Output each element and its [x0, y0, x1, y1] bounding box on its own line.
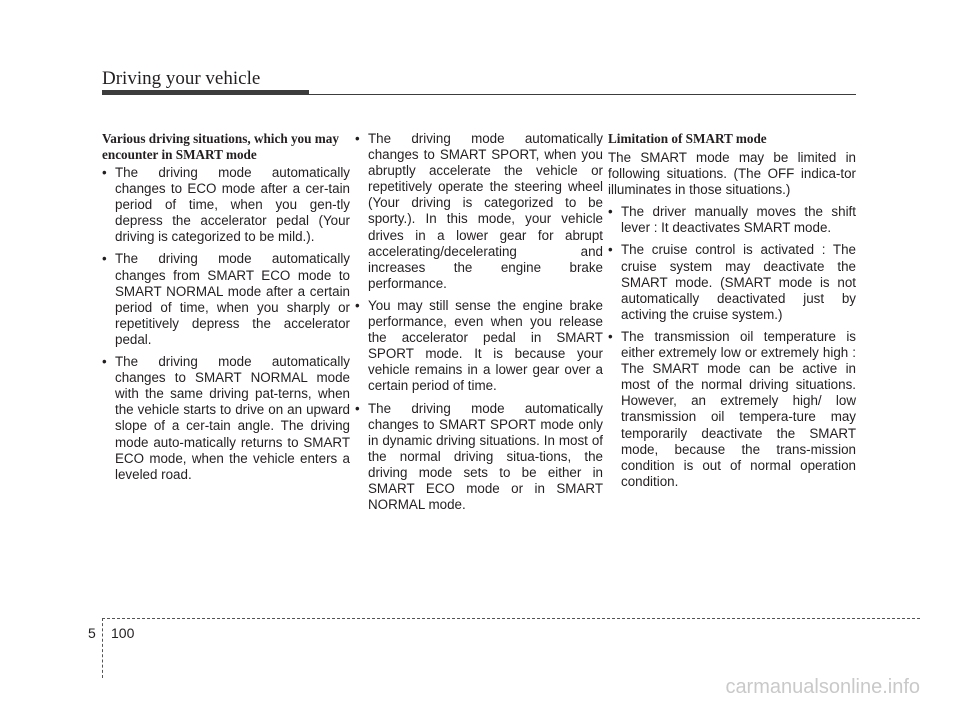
- list-item-text: The driving mode automatically changes to SMART SPORT, when you abruptly accelerate the vehicle or repetitively operate the steering wheel (Your driving is categorized to be sporty.). In this mode, your vehicle drives in a lower gear for abrupt accelerating/decelerating and increases the engine brake performance.: [368, 131, 603, 291]
- bullet-icon: •: [608, 242, 613, 258]
- column-1: [102, 131, 350, 489]
- bullet-icon: •: [102, 354, 107, 370]
- bullet-icon: •: [608, 328, 613, 344]
- list-item: [608, 242, 856, 322]
- bullet-icon: •: [355, 297, 360, 313]
- site-watermark: carmanualsonline.info: [725, 676, 920, 698]
- list-item-text: The driving mode automatically changes from SMART ECO mode to SMART NORMAL mode after a certain period of time, when you sharply or repetitively depress the accelerator pedal.: [115, 251, 350, 347]
- bullet-icon: •: [355, 131, 360, 146]
- list-item: [102, 251, 350, 348]
- list-item: [608, 329, 856, 490]
- bullet-list: [102, 165, 350, 483]
- intro-paragraph: The SMART mode may be limited in following situations. (The OFF indica-tor illuminates in those situations.): [608, 150, 856, 198]
- list-item: [608, 204, 856, 236]
- list-item: [102, 165, 350, 245]
- page-header-title: Driving your vehicle: [102, 68, 261, 89]
- page-number: 100: [111, 625, 135, 641]
- list-item-text: The cruise control is activated : The cruise system may deactivate the SMART mode. (SMART mode is not automatically deactivated just by activing the cruise system.): [621, 242, 856, 322]
- column-2: [355, 131, 603, 519]
- list-item: [355, 401, 603, 514]
- bullet-list: [355, 131, 603, 513]
- footer-divider: [102, 618, 920, 619]
- list-item-text: You may still sense the engine brake performance, even when you release the accelerator pedal in SMART SPORT mode. It is because your vehicle remains in a lower gear over a certain period of time.: [368, 297, 603, 394]
- list-item: [355, 131, 603, 292]
- list-item-text: The driving mode automatically changes to ECO mode after a cer-tain period of time, when you gen-tly depress the accelerator pedal (Your driving is categorized to be mild.).: [115, 165, 350, 245]
- bullet-icon: •: [102, 251, 107, 267]
- bullet-list: [608, 204, 856, 490]
- list-item-text: The driver manually moves the shift lever : It deactivates SMART mode.: [621, 204, 856, 236]
- list-item: [355, 298, 603, 395]
- footer-vertical-divider: [102, 618, 103, 678]
- bullet-icon: •: [102, 165, 107, 180]
- list-item-text: The driving mode automatically changes to SMART NORMAL mode with the same driving pat-terns, when the vehicle starts to drive on an upward slope of a cer-tain angle. The driving mode auto-matically returns to SMART ECO mode, when the vehicle enters a leveled road.: [115, 354, 350, 482]
- list-item-text: The driving mode automatically changes to SMART SPORT mode only in dynamic driving situations. In most of the normal driving situa-tions, the driving mode sets to be either in SMART ECO mode or in SMART NORMAL mode.: [368, 400, 603, 513]
- chapter-number: 5: [88, 625, 96, 641]
- section-heading-limitation: Limitation of SMART mode: [608, 131, 767, 146]
- section-heading-driving-situations: Various driving situations, which you may encounter in SMART mode: [102, 131, 339, 162]
- list-item-text: The transmission oil temperature is either extremely low or extremely high : The SMART mode can be active in most of the normal driving situations. However, an extremely high/ low transmission oil tempera-ture may temporarily deactivate the SMART mode, because the trans-mission condition is out of normal operation condition.: [621, 328, 856, 489]
- column-3: [608, 131, 856, 496]
- bullet-icon: •: [608, 204, 613, 220]
- header-rule: [102, 94, 856, 95]
- bullet-icon: •: [355, 400, 360, 416]
- list-item: [102, 354, 350, 483]
